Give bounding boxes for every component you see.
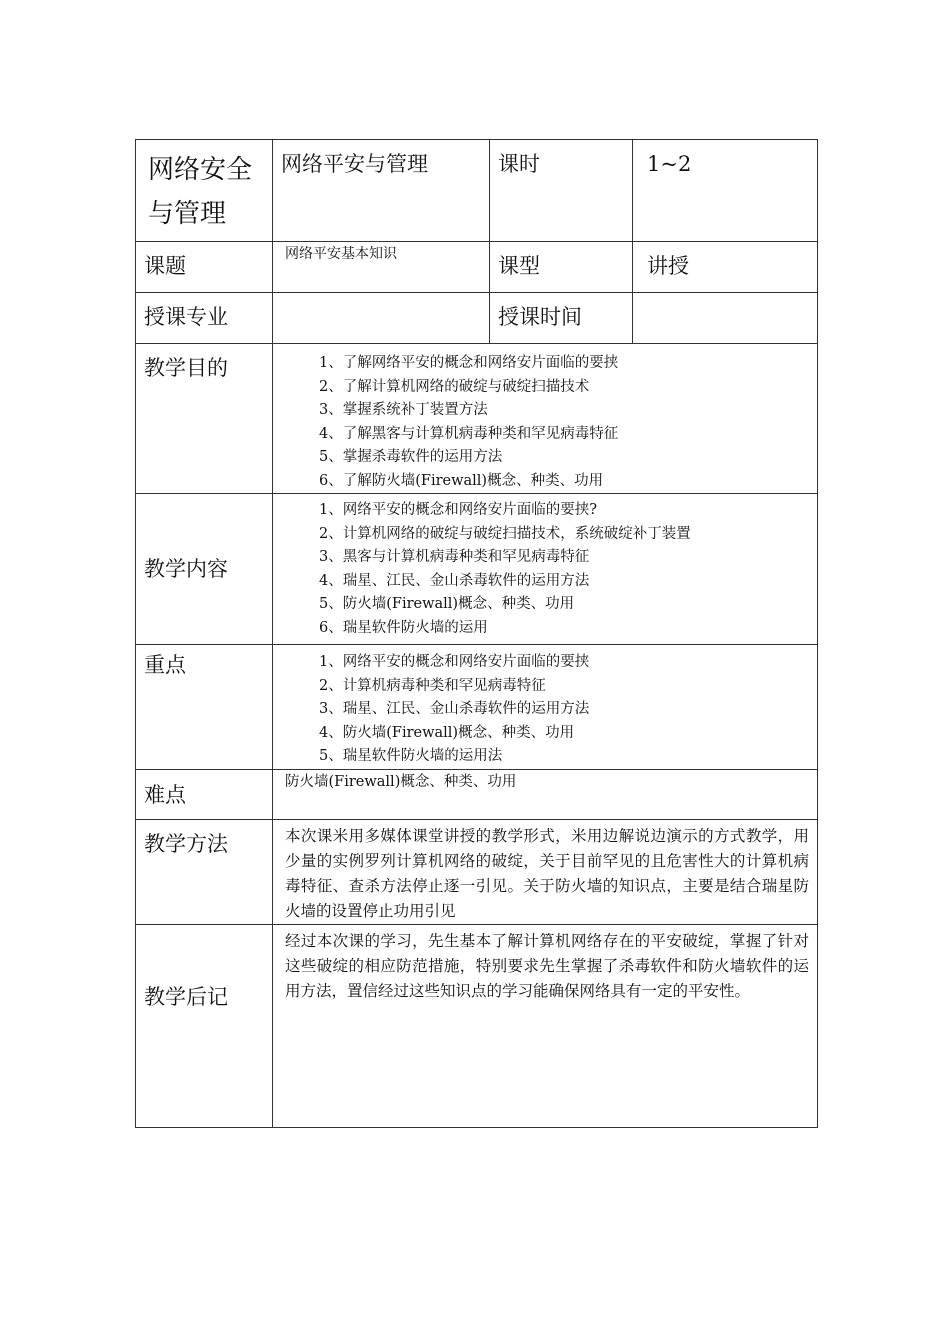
content-row	[136, 494, 818, 645]
content-list	[273, 499, 817, 640]
content-label: 教学内容	[136, 494, 273, 645]
content-cell	[273, 494, 818, 645]
header-row	[136, 140, 818, 242]
major-row	[136, 293, 818, 344]
course-name-cell	[136, 140, 273, 242]
time-value	[633, 293, 818, 344]
difficulty-value: 防火墙(Firewall)概念、种类、功用	[273, 770, 818, 820]
afterword-label: 教学后记	[136, 925, 273, 1128]
lesson-plan-table	[135, 139, 818, 1128]
course-value: 网络平安与管理	[273, 140, 490, 242]
hours-value: 1~2	[633, 140, 818, 242]
method-label: 教学方法	[136, 820, 273, 925]
keypoints-cell	[273, 645, 818, 770]
afterword-row	[136, 925, 818, 1128]
method-row	[136, 820, 818, 925]
difficulty-label: 难点	[136, 770, 273, 820]
list-item: 5、瑞星软件防火墙的运用法	[319, 748, 503, 764]
list-item: 2、计算机网络的破绽与破绽扫描技术，系统破绽补丁装置	[319, 525, 691, 542]
list-item: 3、瑞星、江民、金山杀毒软件的运用方法	[319, 701, 590, 717]
list-item: 2、计算机病毒种类和罕见病毒特征	[319, 677, 546, 694]
list-item: 4、防火墙(Firewall)概念、种类、功用	[319, 724, 575, 741]
objectives-label: 教学目的	[136, 344, 273, 494]
keypoints-label: 重点	[136, 645, 273, 770]
type-value: 讲授	[633, 242, 818, 293]
list-item: 3、黑客与计算机病毒种类和罕见病毒特征	[319, 549, 590, 565]
topic-value: 网络平安基本知识	[273, 242, 490, 293]
objectives-list	[273, 352, 817, 493]
afterword-value: 经过本次课的学习，先生基本了解计算机网络存在的平安破绽，掌握了针对这些破绽的相应防范措施，特别要求先生掌握了杀毒软件和防火墙软件的运用方法，置信经过这些知识点的学习能确保网络具有一定的平安性。	[273, 925, 818, 1128]
major-value	[273, 293, 490, 344]
list-item: 1、网络平安的概念和网络安片面临的要挟?	[319, 502, 597, 518]
topic-row	[136, 242, 818, 293]
list-item: 6、瑞星软件防火墙的运用	[319, 619, 488, 636]
objectives-row	[136, 344, 818, 494]
list-item: 2、了解计算机网络的破绽与破绽扫描技术	[319, 378, 590, 395]
list-item: 1、网络平安的概念和网络安片面临的要挟	[319, 654, 590, 670]
keypoints-list	[273, 651, 817, 769]
major-label: 授课专业	[136, 293, 273, 344]
objectives-cell	[273, 344, 818, 494]
method-value: 本次课米用多媒体课堂讲授的教学形式，米用边解说边演示的方式教学，用少量的实例罗列计算机网络的破绽，关于目前罕见的且危害性大的计算机病毒特征、查杀方法停止逐一引见。关于防火墙的知识点，主要是结合瑞星防火墙的设置停止功用引见	[273, 820, 818, 925]
list-item: 3、掌握系统补丁装置方法	[319, 402, 488, 418]
list-item: 6、了解防火墙(Firewall)概念、种类、功用	[319, 472, 604, 489]
list-item: 5、掌握杀毒软件的运用方法	[319, 449, 503, 465]
list-item: 5、防火墙(Firewall)概念、种类、功用	[319, 596, 575, 612]
list-item: 4、瑞星、江民、金山杀毒软件的运用方法	[319, 572, 590, 589]
difficulty-row	[136, 770, 818, 820]
hours-label: 课时	[490, 140, 633, 242]
time-label: 授课时间	[490, 293, 633, 344]
list-item: 1、了解网络平安的概念和网络安片面临的要挟	[319, 355, 619, 371]
topic-label: 课题	[136, 242, 273, 293]
keypoints-row	[136, 645, 818, 770]
course-name-line1: 网络安全	[148, 155, 253, 185]
course-name-line2: 与管理	[148, 199, 227, 229]
type-label: 课型	[490, 242, 633, 293]
list-item: 4、了解黑客与计算机病毒种类和罕见病毒特征	[319, 425, 619, 442]
